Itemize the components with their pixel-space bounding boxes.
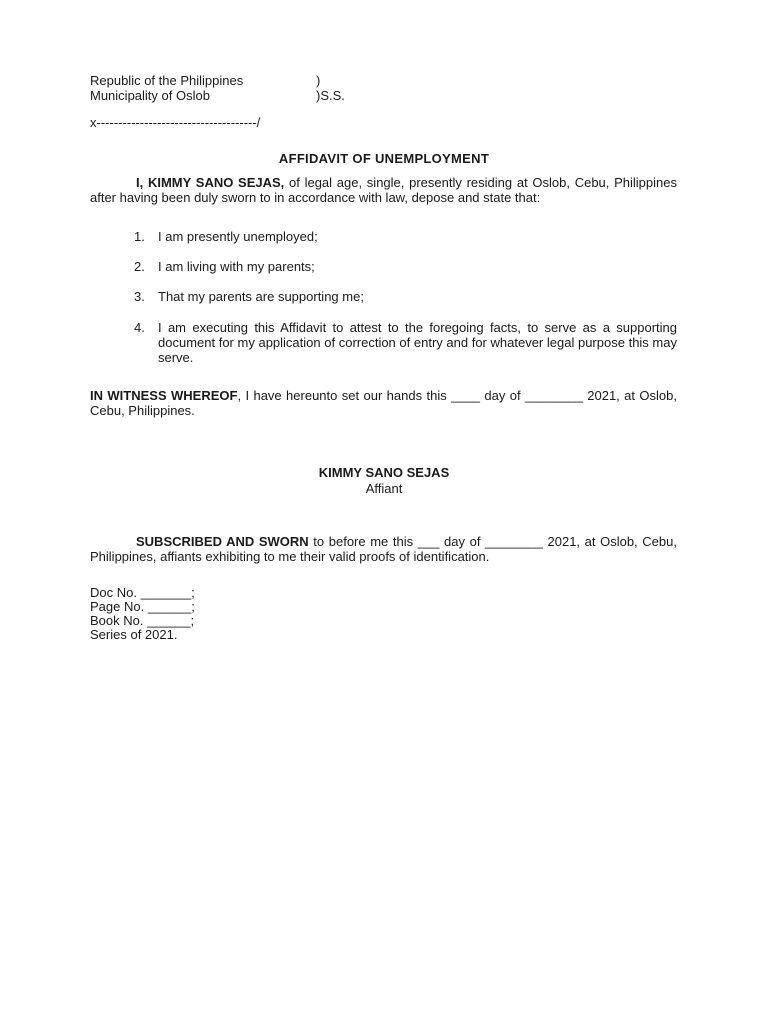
doc-number: Doc No. _______; (90, 585, 195, 600)
intro-text: of legal age, single, presently residing at Oslob, Cebu, Philippines after having been duly sworn to in accordance with law, depose and state that: (90, 175, 677, 205)
list-item-number: 1. (134, 229, 145, 244)
list-item-text: I am presently unemployed; (158, 229, 318, 244)
list-item (134, 259, 677, 274)
affiant-name-intro: I, KIMMY SANO SEJAS, (136, 175, 285, 190)
document-title: AFFIDAVIT OF UNEMPLOYMENT (278, 151, 490, 166)
list-item-text: That my parents are supporting me; (158, 289, 364, 304)
venue-separator: x-------------------------------------/ (90, 115, 261, 130)
list-item-text: I am living with my parents; (158, 259, 315, 274)
list-item-text: I am executing this Affidavit to attest to the foregoing facts, to serve as a supporting document for my application of correction of entry and for whatever legal purpose this may serve. (158, 320, 677, 365)
affiant-signature-name: KIMMY SANO SEJAS (318, 465, 450, 480)
jurat-text: to before me this ___ day of ________ 2021, at Oslob, Cebu, Philippines, affiants exhibiting to me their valid proofs of identification. (90, 534, 677, 564)
venue-ss: )S.S. (316, 88, 345, 103)
list-item (134, 229, 677, 244)
jurat-heading: SUBSCRIBED AND SWORN (136, 534, 309, 549)
affiant-role: Affiant (365, 481, 403, 496)
intro-paragraph (90, 175, 677, 205)
witness-paragraph (90, 388, 677, 418)
jurat-paragraph (90, 534, 677, 564)
page-number: Page No. ______; (90, 599, 195, 614)
list-item-number: 3. (134, 289, 145, 304)
list-item (134, 320, 677, 365)
venue-municipality: Municipality of Oslob (90, 88, 210, 103)
book-number: Book No. ______; (90, 613, 195, 628)
venue-bracket: ) (316, 73, 321, 88)
witness-heading: IN WITNESS WHEREOF (90, 388, 238, 403)
series-year: Series of 2021. (90, 627, 178, 642)
list-item-number: 2. (134, 259, 145, 274)
list-item (134, 289, 677, 304)
witness-text: , I have hereunto set our hands this ____ day of ________ 2021, at Oslob, Cebu, Philippines. (90, 388, 677, 418)
venue-country: Republic of the Philippines (90, 73, 244, 88)
list-item-number: 4. (134, 320, 145, 335)
